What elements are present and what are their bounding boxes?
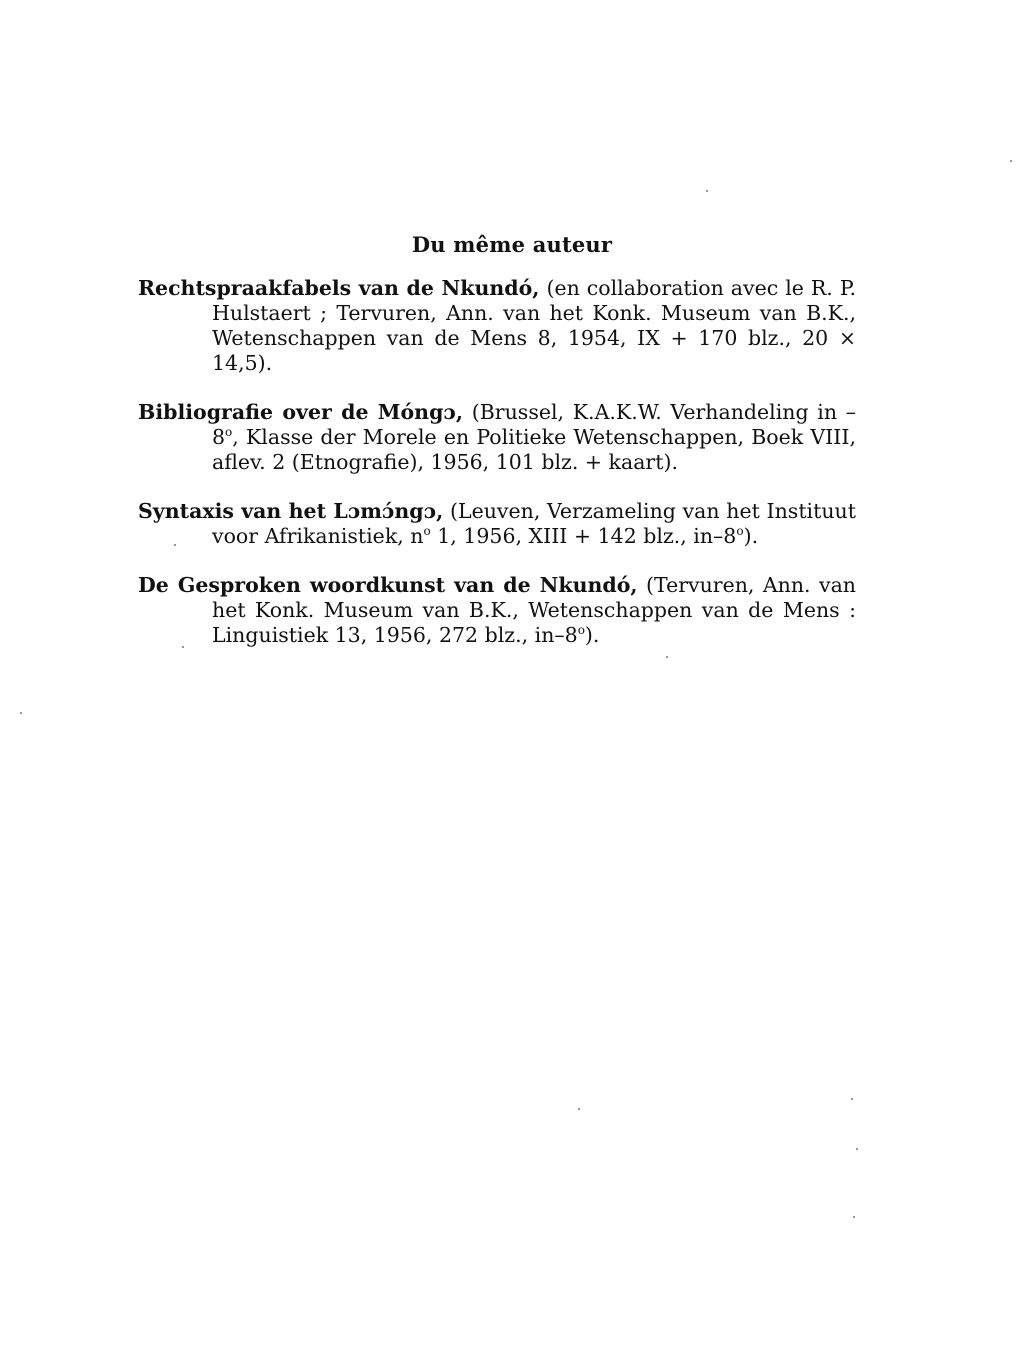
entry-title: Syntaxis van het Lɔmɔ́ngɔ, [138,499,444,523]
scan-speck [666,656,668,658]
entry-details: (Tervuren, Ann. van het Konk. Museum van B.K., Wetenschappen van de Mens : Linguistiek 13, 1956, 272 blz., in–8 [212,573,856,647]
scan-speck [706,190,708,192]
scan-speck [578,1108,580,1110]
entry-details: (en collaboration avec le R. P. Hulstaert ; Tervuren, Ann. van het Konk. Museum van B.K., Wetenschappen van de Mens 8, 1954, IX + 170 blz., 20 × 14,5). [212,276,856,375]
entry-title: Rechtspraakfabels van de Nkundó, [138,276,540,300]
scan-speck [182,646,184,648]
page-heading: Du même auteur [411,232,613,257]
entry-superscript: o [423,524,431,539]
entry-details: (Brussel, K.A.K.W. Verhandeling in –8 [212,400,856,449]
entry-details-continued: , Klasse der Morele en Politieke Wetenschappen, Boek VIII, aflev. 2 (Etnografie), 1956, 101 blz. + kaart). [212,425,856,474]
bibliography-entry [138,573,856,648]
bibliography-entry [138,276,856,376]
entry-details: (Leuven, Verzameling van het Instituut voor Afrikanistiek, n [212,499,856,548]
bibliography-entry [138,499,856,549]
bibliography-entry [138,400,856,475]
entry-details-middle: 1, 1956, XIII + 142 blz., in–8 [430,524,737,548]
entry-details-continued: ). [584,623,600,647]
entry-title: Bibliografie over de Móngɔ, [138,400,464,424]
entry-superscript: o [736,524,744,539]
scan-speck [851,1098,853,1100]
scan-speck [1010,160,1012,162]
entry-details-continued: ). [743,524,759,548]
scan-speck [856,1148,858,1150]
bibliography-list [138,276,856,672]
scan-speck [174,544,176,546]
scan-speck [20,712,22,714]
entry-superscript: o [225,425,233,440]
entry-title: De Gesproken woordkunst van de Nkundó, [138,573,638,597]
scan-speck [853,1216,855,1218]
entry-superscript: o [577,623,585,638]
